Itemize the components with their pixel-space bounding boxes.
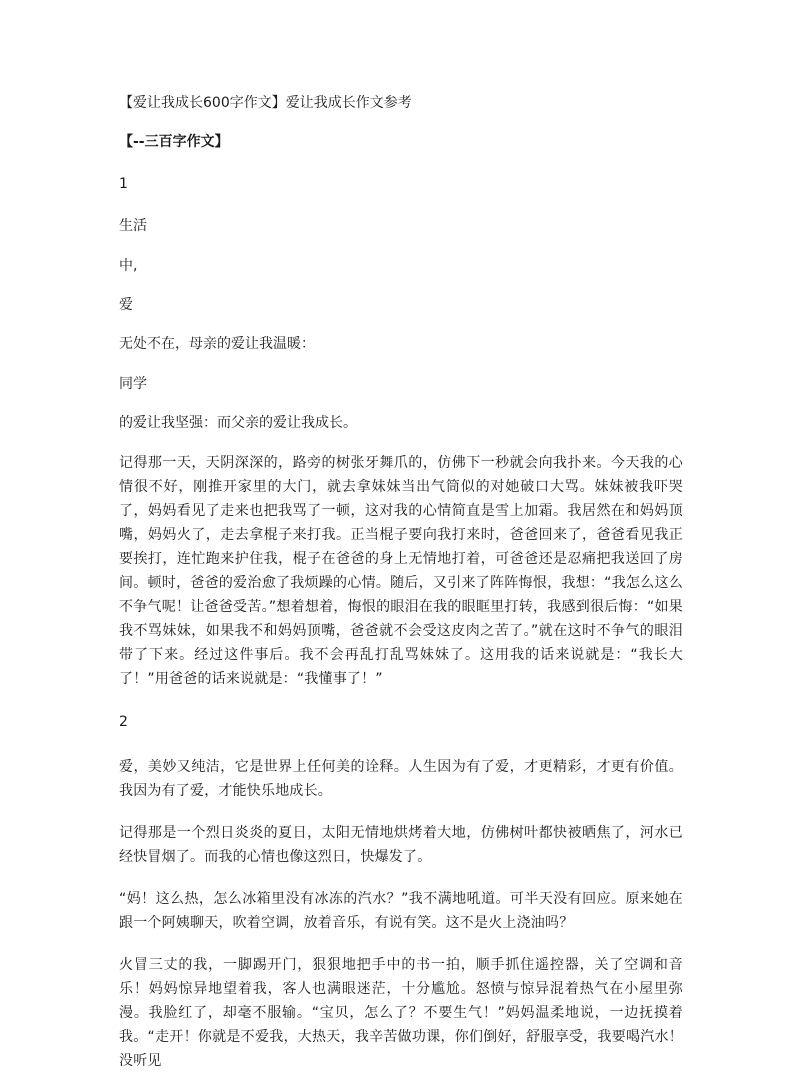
paragraph: 记得那一天，天阴深深的，路旁的树张牙舞爪的，仿佛下一秒就会向我扑来。今天我的心情很不好，刚推开家里的大门，就去拿妹妹当出气筒似的对她破口大骂。妹妹被我吓哭了，妈妈看见了走来也把我骂了一顿，这对我的心情简直是雪上加霜。我居然在和妈妈顶嘴，妈妈火了，走去拿棍子来打我。正当棍子要向我打来时，爸爸回来了，爸爸看见我正要挨打，连忙跑来护住我，棍子在爸爸的身上无情地打着，可爸爸还是忍痛把我送回了房间。顿时，爸爸的爱治愈了我烦躁的心情。随后，又引来了阵阵悔恨，我想：“我怎么这么不争气呢！让爸爸受苦。”想着想着，悔恨的眼泪在我的眼眶里打转，我感到很后悔：“如果我不骂妹妹，如果我不和妈妈顶嘴，爸爸就不会受这皮肉之苦了。”就在这时不争气的眼泪带了下来。经过这件事后。我不会再乱打乱骂妹妹了。这用我的话来说就是：“我长大了！”用爸爸的话来说就是：“我懂事了！”	[119, 455, 683, 687]
fragment-line: 中,	[119, 258, 138, 274]
paragraph: 记得那是一个烈日炎炎的夏日，太阳无情地烘烤着大地，仿佛树叶都快被晒焦了，河水已经快冒烟了。而我的心情也像这烈日，快爆发了。	[119, 825, 683, 865]
fragment-line: 同学	[119, 376, 147, 392]
section-number-1: 1	[119, 176, 128, 192]
fragment-line: 生活	[119, 218, 147, 234]
paragraph: 火冒三丈的我，一脚踢开门，狠狠地把手中的书一拍，顺手抓住遥控器，关了空调和音乐！妈妈惊异地望着我，客人也满眼迷茫，十分尴尬。怒愤与惊异混着热气在小屋里弥漫。我脸红了，却毫不服输。“宝贝，怎么了？不要生气！”妈妈温柔地说，一边抚摸着我。“走开！你就是不爱我，大热天，我辛苦做功课，你们倒好，舒服享受，我要喝汽水！没听见	[119, 957, 683, 1069]
section-number-2: 2	[119, 714, 128, 730]
paragraph: “妈！这么热，怎么冰箱里没有冰冻的汽水？”我不满地吼道。可半天没有回应。原来她在跟一个阿姨聊天，吹着空调，放着音乐，有说有笑。这不是火上浇油吗？	[119, 891, 683, 931]
document-content	[119, 92, 683, 1073]
fragment-line: 无处不在，母亲的爱让我温暖：	[119, 336, 315, 352]
document-title: 【爱让我成长600字作文】爱让我成长作文参考	[119, 95, 412, 111]
paragraph: 爱，美妙又纯洁，它是世界上任何美的诠释。人生因为有了爱，才更精彩，才更有价值。我因为有了爱，才能快乐地成长。	[119, 759, 683, 799]
fragment-line: 的爱让我坚强：而父亲的爱让我成长。	[119, 415, 357, 431]
fragment-line: 爱	[119, 297, 133, 313]
document-subtitle: 【--三百字作文】	[119, 134, 229, 150]
